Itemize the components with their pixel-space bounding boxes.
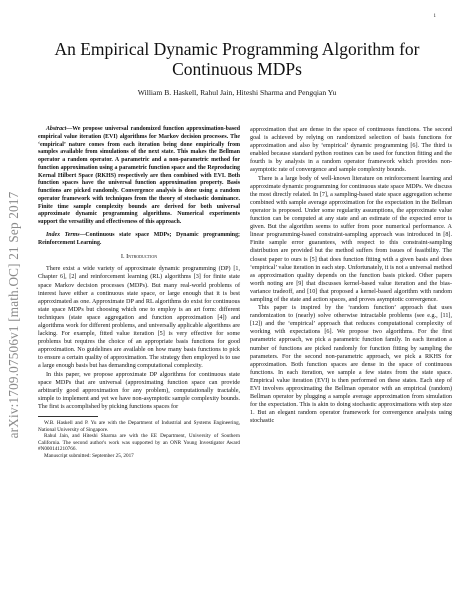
paper-title: An Empirical Dynamic Programming Algorithm for Continuous MDPs [54,39,420,79]
footnote-divider [38,416,98,417]
body-paragraph: There is a large body of well-known literature on reinforcement learning and approximate dynamic programming for continuous state space MDPs. We discuss the most directly related. In [7], a sampling-based state space aggregation scheme combined with sample average approximation for the expectation in the Bellman operator is proposed. Under some regularity assumptions, the approximate value function can be computed at any state and an estimate of the expected error is given. But the algorithm seems to suffer from poor numerical performance. A linear programming-based constraint-sampling approach was introduced in [8]. Finite sample error guarantees, with respect to this constraint-sampling distribution are provided but the method suffers from issues of feasibility. The closest paper to ours is [5] that does function fitting with a given basis and does ‘empirical’ value iteration in each step. Unfortunately, it is not a universal method as approximation quality depends on the function basis picked. Other papers worth noting are [9] that discusses kernel-based value iteration and the bias-variance tradeoff, and [10] that proposed a kernel-based algorithm with random sampling of the state and action spaces, and proves asymptotic convergence. [250,175,452,303]
abstract-lead: Abstract [46,126,67,132]
right-column [250,126,452,425]
footnote: Rahul Jain, and Hiteshi Sharma are with the EE Department, University of Southern California. The second author's work was supported by an ONR Young Investigator Award #N000141210766. [38,433,240,453]
abstract-text: —We propose universal randomized function approximation-based empirical value iteration (EVI) algorithms for Markov decision processes. The ‘empirical’ nature comes from each iteration being done empirically from samples available from simulations of the next state. This makes the Bellman operator a random operator. A parametric and a non-parametric method for function approximation using a parametric function space and the Reproducing Kernal Hilbert Space (RKHS) respectively are then combined with EVI. Both function spaces have the universal function approximation property. Basis functions are picked randomly. Convergence analysis is done using a random operator framework with techniques from the theory of stochastic dominance. Finite time sample complexity bounds are derived for both universal approximate dynamic programming algorithms. Numerical experiments support the versatility and effectiveness of this approach. [38,126,240,225]
paper-authors: William B. Haskell, Rahul Jain, Hiteshi Sharma and Pengqian Yu [137,88,337,97]
body-paragraph: There exist a wide variety of approximate dynamic programming (DP) [1, Chapter 6], [2] and reinforcement learning (RL) algorithms [3] for finite state space Markov decision processes (MDPs). But many real-world problems of interest have either a continuous state space, or large enough that it is best approximated as one. Approximate DP and RL algorithms do exist for continuous state space MDPs but choosing which one to employ is an art form: different techniques (state space aggregation and function approximation [4]) and algorithms work for different problems, and universally applicable algorithms are lacking. For example, fitted value iteration [5] is very effective for some problems but requires the choice of an appropriate basis functions for good approximation. No guidelines are available on how many basis functions to pick to ensure a certain quality of approximation. The strategy then employed is to use a large enough basis but has demanding computational complexity. [38,266,240,370]
left-column [38,126,240,460]
arxiv-identifier-text: arXiv:1709.07506v1 [math.OC] 21 Sep 2017 [6,191,21,439]
body-paragraph: In this paper, we propose approximate DP algorithms for continuous state space MDPs that are universal (approximating function space can provide arbitrarily good approximation for any problem), computationally tractable, simple to implement and yet we have non-asymptotic sample complexity bounds. The first is accomplished by picking functions spaces for [38,371,240,410]
index-terms [38,232,240,248]
section-heading-introduction: I. Introduction [120,253,158,261]
body-paragraph: approximation that are dense in the space of continuous functions. The second goal is achieved by relying on randomized selection of basis functions for approximation and also by ‘empirical’ dynamic programming [6]. The third is enabled because standard python routines can be used for function fitting and the fourth is by analysis in a random operator framework which provides non-asymptotic rate of convergence and sample complexity bounds. [250,127,452,174]
abstract [38,126,240,227]
index-terms-lead: Index Terms [46,231,80,238]
page-number: 1 [433,14,436,19]
index-terms-text: —Continuous state space MDPs; Dynamic programming; Reinforcement Learning. [38,231,240,246]
footnote: W.B. Haskell and P. Yu are with the Department of Industrial and Systems Engineering, National University of Singapore. [38,420,240,433]
arxiv-identifier [8,150,20,480]
body-paragraph: This paper is inspired by the ‘random function’ approach that uses randomization to (nearly) solve otherwise intractable problems (see e.g., [11], [12]) and the ‘empirical’ approach that reduces computational complexity of working with expectations [6]. We propose two algorithms. For the first parametric approach, we pick a parametric function family. In each iteration a number of functions are picked randomly for function fitting by sampling the parameters. For the second non-parametric approach, we pick a RKHS for approximation. Both function spaces are dense in the space of continuous functions. In each iteration, we sample a few states from the state space. Empirical value iteration (EVI) is then performed on these states. Each step of EVI involves approximating the Bellman operator with an empirical (random) Bellman operator by plugging a sample average approximation from simulation for the expectation. This is akin to doing stochastic approximations with step size 1. But an elegant random operator framework for convergence analysis using stochastic [250,305,452,425]
footnote: Manuscript submitted: September 25, 2017 [44,453,134,459]
